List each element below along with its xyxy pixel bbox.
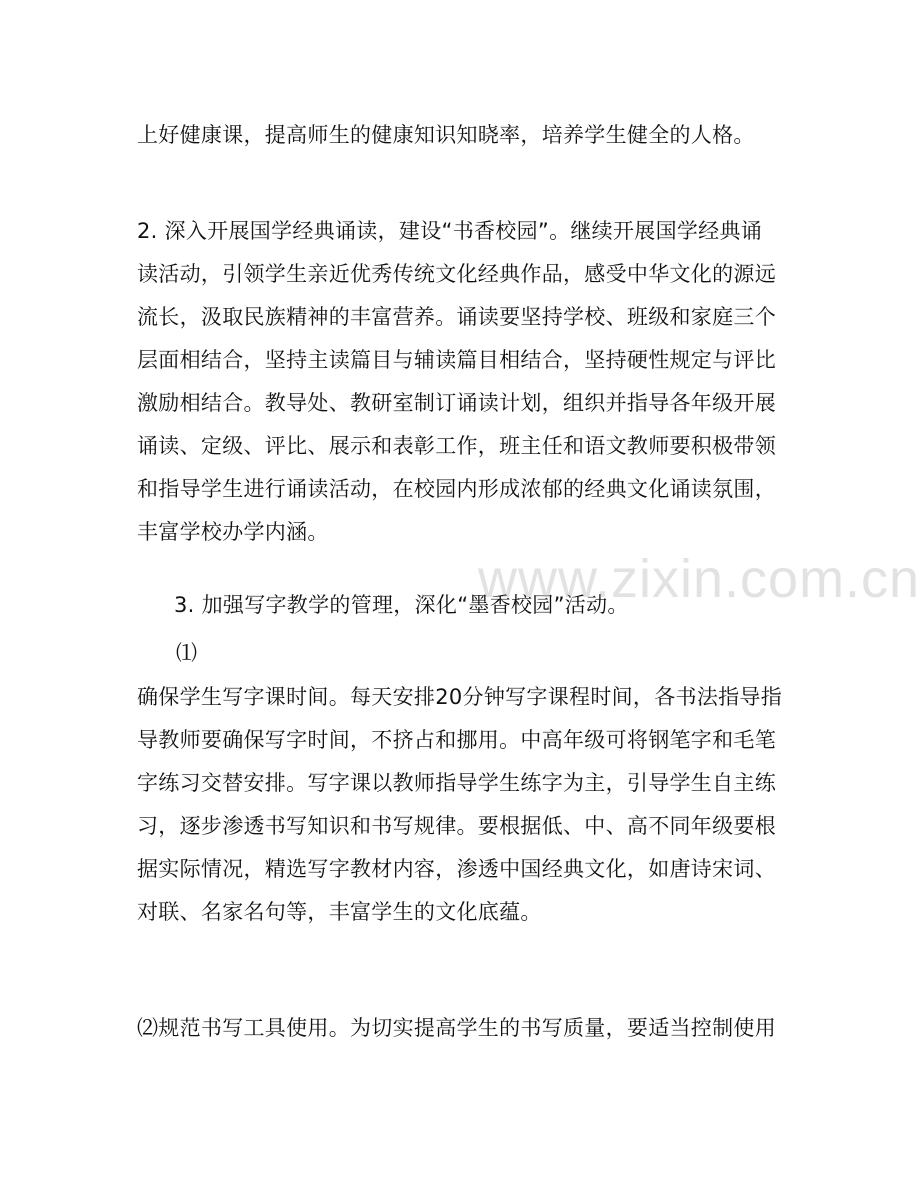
paragraph-line: 流长，汲取民族精神的丰富营养。诵读要坚持学校、班级和家庭三个 (137, 305, 776, 329)
watermark: www.zixin.com.cn (478, 549, 920, 609)
paragraph-line: 和指导学生进行诵读活动，在校园内形成浓郁的经典文化诵读氛围， (137, 477, 776, 501)
paragraph-line: 上好健康课，提高师生的健康知识知晓率，培养学生健全的人格。 (137, 123, 755, 147)
paragraph-line: 据实际情况，精选写字教材内容，渗透中国经典文化，如唐诗宋词、 (137, 857, 776, 881)
paragraph-line: 习，逐步渗透书写知识和书写规律。要根据低、中、高不同年级要根 (137, 814, 776, 838)
paragraph-line: 诵读、定级、评比、展示和表彰工作，班主任和语文教师要积极带领 (137, 434, 776, 458)
paragraph-line: 丰富学校办学内涵。 (137, 520, 329, 544)
paragraph-line: 导教师要确保写字时间，不挤占和挪用。中高年级可将钢笔字和毛笔 (137, 728, 776, 752)
paragraph-line: 2. 深入开展国学经典诵读，建设“书香校园”。继续开展国学经典诵 (137, 219, 763, 243)
paragraph-line: 激励相结合。教导处、教研室制订诵读计划，组织并指导各年级开展 (137, 391, 776, 415)
paragraph-line: 层面相结合，坚持主读篇目与辅读篇目相结合，坚持硬性规定与评比 (137, 348, 776, 372)
list-marker: ⑴ (176, 641, 198, 665)
paragraph-line: 读活动，引领学生亲近优秀传统文化经典作品，感受中华文化的源远 (137, 262, 776, 286)
section-heading: 3. 加强写字教学的管理，深化“墨香校园”活动。 (174, 593, 629, 617)
paragraph-line: 对联、名家名句等，丰富学生的文化底蕴。 (137, 900, 542, 924)
paragraph-line: ⑵规范书写工具使用。为切实提高学生的书写质量，要适当控制使用 (137, 1016, 776, 1040)
paragraph-line: 确保学生写字课时间。每天安排20分钟写字课程时间，各书法指导指 (137, 685, 783, 709)
paragraph-line: 字练习交替安排。写字课以教师指导学生练字为主，引导学生自主练 (137, 771, 776, 795)
